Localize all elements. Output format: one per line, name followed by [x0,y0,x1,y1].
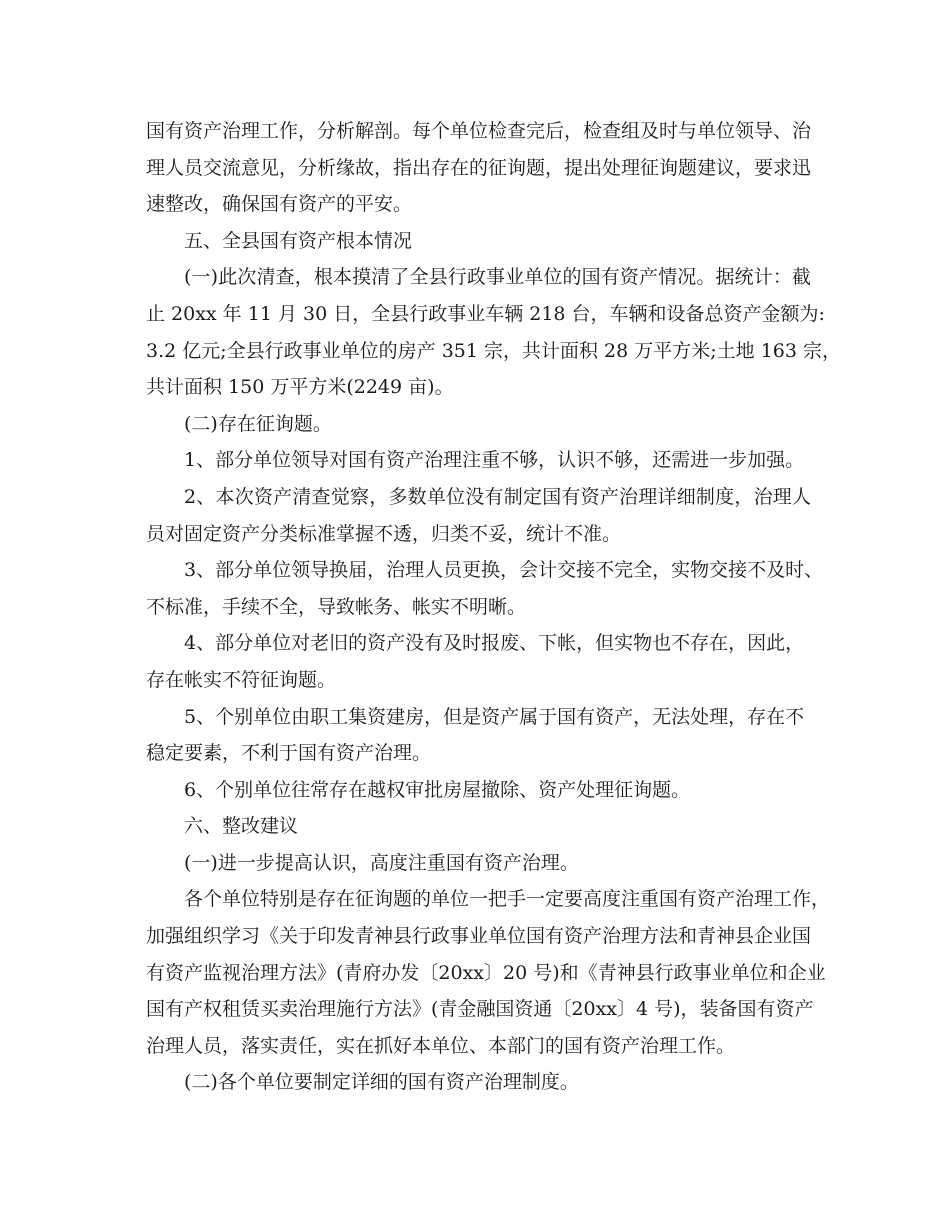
text-line: 有资产监视治理方法》(青府办发〔20xx〕20 号)和《青神县行政事业单位和企业 [146,961,826,984]
text-line: (一)此次清查，根本摸清了全县行政事业单位的国有资产情况。据统计：截 [184,266,811,289]
list-item: 4、部分单位对老旧的资产没有及时报废、下帐，但实物也不存在，因此， [184,632,805,655]
subsection-heading: (一)进一步提高认识，高度注重国有资产治理。 [184,851,579,874]
text-line: 止 20xx 年 11 月 30 日，全县行政事业车辆 218 台，车辆和设备总资产金额为: [146,302,825,325]
list-item: 6、个别单位往常存在越权审批房屋撤除、资产处理征询题。 [184,778,691,801]
list-item: 5、个别单位由职工集资建房，但是资产属于国有资产，无法处理，存在不 [184,705,805,728]
subsection-heading: (二)各个单位要制定详细的国有资产治理制度。 [184,1071,579,1094]
text-line: 加强组织学习《关于印发青神县行政事业单位国有资产治理方法和青神县企业国 [146,925,812,948]
section-heading: 五、全县国有资产根本情况 [184,229,413,252]
document-body [146,113,842,1101]
text-line: 治理人员，落实责任，实在抓好本单位、本部门的国有资产治理工作。 [146,1034,736,1057]
text-line: 速整改，确保国有资产的平安。 [146,193,413,216]
text-line: 理人员交流意见，分析缘故，指出存在的征询题，提出处理征询题建议，要求迅 [146,156,812,179]
list-item: 1、部分单位领导对国有资产治理注重不够，认识不够，还需进一步加强。 [184,449,805,472]
text-line: 不标准，手续不全，导致帐务、帐实不明晰。 [146,595,527,618]
text-line: 国有资产治理工作，分析解剖。每个单位检查完后，检查组及时与单位领导、治 [146,120,812,142]
text-line: 各个单位特别是存在征询题的单位一把手一定要高度注重国有资产治理工作， [184,888,831,911]
section-heading: 六、整改建议 [184,815,299,838]
text-line: 国有产权租赁买卖治理施行方法》(青金融国资通〔20xx〕4 号)，装备国有资产 [146,998,814,1021]
text-line: 存在帐实不符征询题。 [146,668,337,691]
list-item: 3、部分单位领导换届，治理人员更换，会计交接不完全，实物交接不及时、 [184,559,824,582]
text-line: 3.2 亿元;全县行政事业单位的房产 351 宗，共计面积 28 万平方米;土地 163 宗， [146,339,842,362]
text-line: 员对固定资产分类标准掌握不透，归类不妥，统计不准。 [146,522,622,545]
text-line: 稳定要素，不利于国有资产治理。 [146,742,432,765]
subsection-heading: (二)存在征询题。 [184,412,332,435]
list-item: 2、本次资产清查觉察，多数单位没有制定国有资产治理详细制度，治理人 [184,485,811,508]
text-line: 共计面积 150 万平方米(2249 亩)。 [146,376,454,399]
